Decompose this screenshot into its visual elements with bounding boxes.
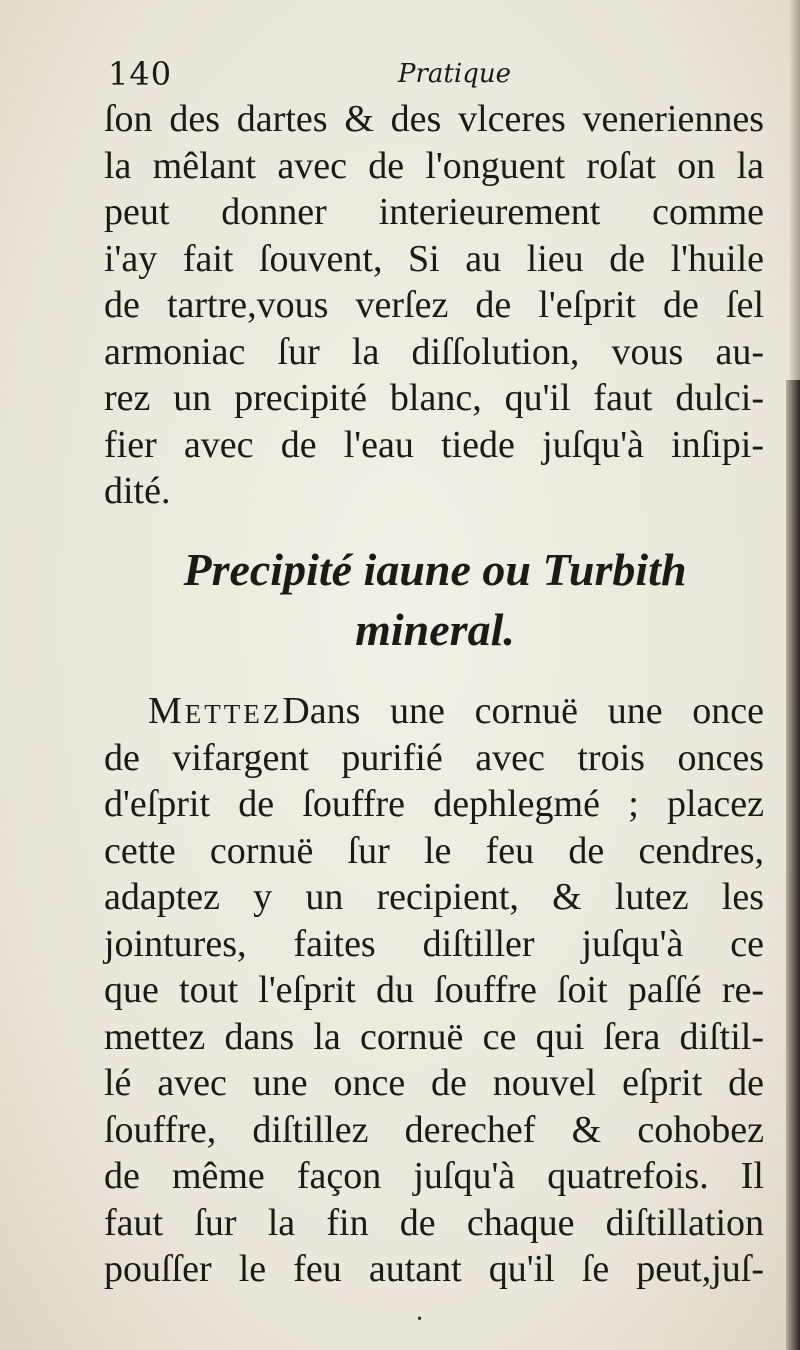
text-line: mettez dans la cornuë ce qui ſera diſtil- xyxy=(104,1015,764,1058)
text-line-rest: Dans une cornuë une once xyxy=(282,690,764,732)
text-line: peut donner interieurement comme xyxy=(104,191,764,233)
text-line: de même façon juſqu'à quatrefois. Il xyxy=(104,1155,764,1197)
lead-word: Mettez xyxy=(148,690,283,732)
text-line: i'ay fait ſouvent, Si au lieu de l'huile xyxy=(104,237,764,280)
text-line: adaptez y un recipient, & lutez les xyxy=(104,876,764,918)
section-title-line: Precipité iaune ou Turbith xyxy=(183,544,687,595)
text-line: dité. xyxy=(104,470,171,512)
page-number: 140 xyxy=(108,55,173,93)
page-edge-shadow-top xyxy=(790,0,800,380)
text-line: jointures, faites diſtiller juſqu'à ce xyxy=(104,922,764,965)
text-line: rez un precipité blanc, qu'il faut dulci- xyxy=(104,377,764,419)
text-line: ſon des dartes & des vlceres veneriennes xyxy=(104,98,764,140)
text-line: pouſſer le feu autant qu'il ſe peut,juſ- xyxy=(104,1248,764,1290)
section-title-line: mineral. xyxy=(355,604,515,655)
text-line: de vifargent purifié avec trois onces xyxy=(104,736,764,779)
page-edge-shadow xyxy=(786,380,800,1350)
footer-ornament: • xyxy=(416,1312,424,1326)
text-line: de tartre,vous verſez de l'eſprit de ſel xyxy=(104,284,764,326)
text-line: cette cornuë ſur le feu de cendres, xyxy=(104,829,764,872)
page-header xyxy=(108,56,668,92)
text-line: faut ſur la fin de chaque diſtillation xyxy=(104,1201,764,1244)
text-line: que tout l'eſprit du ſouffre ſoit paſſé re- xyxy=(104,969,764,1011)
text-line: ſouffre, diſtillez derechef & cohobez xyxy=(104,1108,764,1151)
paragraph-continuation xyxy=(104,96,764,515)
text-line: la mêlant avec de l'onguent roſat on la xyxy=(104,144,764,187)
section-title xyxy=(140,540,730,660)
text-line: armoniac ſur la diſſolution, vous au- xyxy=(104,330,764,373)
section-paragraph xyxy=(104,688,764,1293)
running-head: Pratique xyxy=(398,59,511,89)
text-line-first xyxy=(104,688,764,735)
text-line: d'eſprit de ſouffre dephlegmé ; placez xyxy=(104,783,764,825)
text-line: fier avec de l'eau tiede juſqu'à inſipi- xyxy=(104,423,764,466)
text-line: lé avec une once de nouvel eſprit de xyxy=(104,1062,764,1104)
